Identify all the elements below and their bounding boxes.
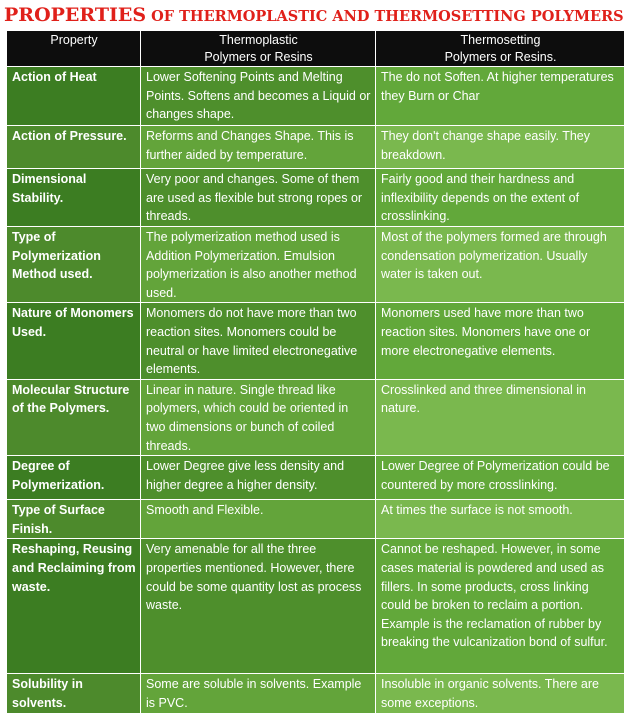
thermoplastic-cell: Reforms and Changes Shape. This is further aided by temperature.	[141, 126, 376, 169]
table-row	[7, 539, 625, 674]
property-cell: Reshaping, Reusing and Reclaiming from waste.	[7, 539, 141, 674]
table-row	[7, 674, 625, 714]
thermoplastic-cell: Linear in nature. Single thread like polymers, which could be oriented in two dimensions or bunch of coiled threads.	[141, 379, 376, 455]
thermoplastic-cell: Very amenable for all the three properties mentioned. However, there could be some quantity lost as process waste.	[141, 539, 376, 674]
property-cell: Degree of Polymerization.	[7, 456, 141, 500]
thermoplastic-cell: Some are soluble in solvents. Example is PVC.	[141, 674, 376, 714]
property-cell: Dimensional Stability.	[7, 169, 141, 227]
thermosetting-cell: Fairly good and their hardness and inflexibility depends on the extent of crosslinking.	[376, 169, 625, 227]
table-row	[7, 67, 625, 126]
property-cell: Action of Heat	[7, 67, 141, 126]
properties-table	[6, 30, 625, 714]
thermoplastic-cell: Lower Degree give less density and higher degree a higher density.	[141, 456, 376, 500]
thermosetting-cell: The do not Soften. At higher temperatures they Burn or Char	[376, 67, 625, 126]
header-thermoplastic: Thermoplastic Polymers or Resins	[141, 31, 376, 67]
thermoplastic-cell: Very poor and changes. Some of them are used as flexible but strong ropes or threads.	[141, 169, 376, 227]
thermoplastic-cell: Smooth and Flexible.	[141, 500, 376, 539]
thermoplastic-cell: Lower Softening Points and Melting Points. Softens and becomes a Liquid or changes shape.	[141, 67, 376, 126]
table-row	[7, 303, 625, 379]
document-title	[4, 3, 626, 29]
table-header-row	[7, 31, 625, 67]
table-row	[7, 500, 625, 539]
property-cell: Nature of Monomers Used.	[7, 303, 141, 379]
table-row	[7, 456, 625, 500]
thermosetting-cell: At times the surface is not smooth.	[376, 500, 625, 539]
header-thermosetting: Thermosetting Polymers or Resins.	[376, 31, 625, 67]
thermosetting-cell: Lower Degree of Polymerization could be countered by more crosslinking.	[376, 456, 625, 500]
property-cell: Action of Pressure.	[7, 126, 141, 169]
thermoplastic-cell: The polymerization method used is Addition Polymerization. Emulsion polymerization is also another method used.	[141, 227, 376, 303]
title-properties-word: PROPERTIES	[4, 4, 147, 26]
title-rest: OF THERMOPLASTIC AND THERMOSETTING POLYMERS	[146, 8, 624, 25]
header-property: Property	[7, 31, 141, 67]
property-cell: Type of Surface Finish.	[7, 500, 141, 539]
table-row	[7, 227, 625, 303]
property-cell: Type of Polymerization Method used.	[7, 227, 141, 303]
property-cell: Molecular Structure of the Polymers.	[7, 379, 141, 455]
table-row	[7, 126, 625, 169]
thermosetting-cell: Cannot be reshaped. However, in some cases material is powdered and used as fillers. In some products, cross linking could be broken to reclaim a portion. Example is the reclamation of rubber by breaking the vulcanization bond of sulfur.	[376, 539, 625, 674]
table-row	[7, 379, 625, 455]
property-cell: Solubility in solvents.	[7, 674, 141, 714]
thermoplastic-cell: Monomers do not have more than two reaction sites. Monomers could be neutral or have limited electronegative elements.	[141, 303, 376, 379]
thermosetting-cell: Insoluble in organic solvents. There are some exceptions.	[376, 674, 625, 714]
table-row	[7, 169, 625, 227]
thermosetting-cell: Crosslinked and three dimensional in nature.	[376, 379, 625, 455]
thermosetting-cell: Monomers used have more than two reaction sites. Monomers have one or more electronegative elements.	[376, 303, 625, 379]
thermosetting-cell: They don't change shape easily. They breakdown.	[376, 126, 625, 169]
thermosetting-cell: Most of the polymers formed are through condensation polymerization. Usually water is taken out.	[376, 227, 625, 303]
